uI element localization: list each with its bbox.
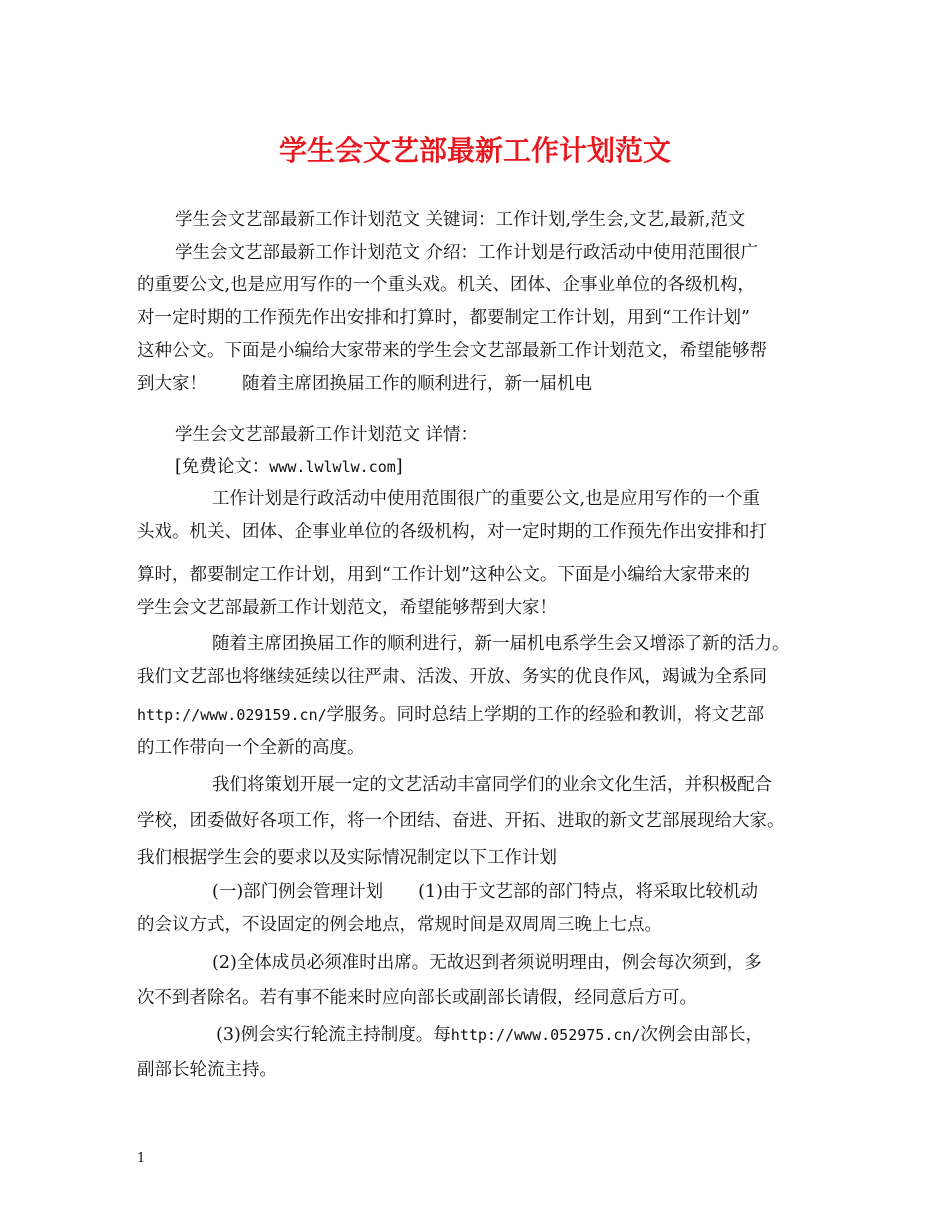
intro-line-5: 到大家！ 随着主席团换届工作的顺利进行，新一届机电 <box>137 374 592 394</box>
item2-line-1: (2)全体成员必须准时出席。无故迟到者须说明理由，例会每次须到，多 <box>212 953 762 973</box>
details-line: 学生会文艺部最新工作计划范文 详情： <box>175 425 479 445</box>
para3-line-2: 学校，团委做好各项工作，将一个团结、奋进、开拓、进取的新文艺部展现给大家。 <box>137 811 785 831</box>
para1-line-4: 学生会文艺部最新工作计划范文，希望能够帮到大家！ <box>137 598 557 618</box>
item3-line-1 <box>216 1023 763 1047</box>
free-paper-link[interactable]: www.lwlwlw.com <box>269 458 396 476</box>
intro-line-1: 学生会文艺部最新工作计划范文 介绍：工作计划是行政活动中使用范围很广 <box>175 243 759 263</box>
para1-line-3: 算时，都要制定工作计划，用到“工作计划”这种公文。下面是小编给大家带来的 <box>137 565 750 585</box>
para2-line-4: 的工作带向一个全新的高度。 <box>137 738 365 758</box>
para3-line-3: 我们根据学生会的要求以及实际情况制定以下工作计划 <box>137 848 557 868</box>
item1-line-2: 的会议方式，不设固定的例会地点，常规时间是双周周三晚上七点。 <box>137 915 662 935</box>
intro-line-3: 对一定时期的工作预先作出安排和打算时，都要制定工作计划，用到“工作计划” <box>137 308 750 328</box>
para2-line-3 <box>137 703 764 727</box>
item3-line-2: 副部长轮流主持。 <box>137 1060 277 1080</box>
para2-line-2: 我们文艺部也将继续延续以往严肃、活泼、开放、务实的优良作风，竭诚为全系同 <box>137 667 767 687</box>
item1-line-1: (一)部门例会管理计划 (1)由于文艺部的部门特点，将采取比较机动 <box>212 882 758 902</box>
document-title: 学生会文艺部最新工作计划范文 <box>278 134 671 167</box>
para2-link[interactable]: http://www.029159.cn/ <box>137 706 327 724</box>
para2-line-1: 随着主席团换届工作的顺利进行，新一届机电系学生会又增添了新的活力。 <box>212 634 790 654</box>
page-number: 1 <box>137 1151 146 1166</box>
item3-suffix: 次例会由部长， <box>640 1025 763 1045</box>
intro-line-4: 这种公文。下面是小编给大家带来的学生会文艺部最新工作计划范文，希望能够帮 <box>137 341 767 361</box>
free-paper-prefix: [免费论文： <box>175 457 270 477</box>
free-paper-line <box>175 455 403 479</box>
intro-line-2: 的重要公文,也是应用写作的一个重头戏。机关、团体、企事业单位的各级机构， <box>137 275 756 295</box>
free-paper-suffix: ] <box>395 457 403 477</box>
item3-link[interactable]: http://www.052975.cn/ <box>450 1026 641 1044</box>
para1-line-1: 工作计划是行政活动中使用范围很广的重要公文,也是应用写作的一个重 <box>212 489 761 509</box>
item2-line-2: 次不到者除名。若有事不能来时应向部长或副部长请假，经同意后方可。 <box>137 988 697 1008</box>
item3-prefix: (3)例会实行轮流主持制度。每 <box>216 1025 451 1045</box>
para3-line-1: 我们将策划开展一定的文艺活动丰富同学们的业余文化生活，并积极配合 <box>212 775 772 795</box>
keywords-line: 学生会文艺部最新工作计划范文 关键词：工作计划,学生会,文艺,最新,范文 <box>175 210 746 230</box>
para1-line-2: 头戏。机关、团体、企事业单位的各级机构，对一定时期的工作预先作出安排和打 <box>137 522 767 542</box>
para2-line-3-text: 学服务。同时总结上学期的工作的经验和教训，将文艺部 <box>326 705 765 725</box>
